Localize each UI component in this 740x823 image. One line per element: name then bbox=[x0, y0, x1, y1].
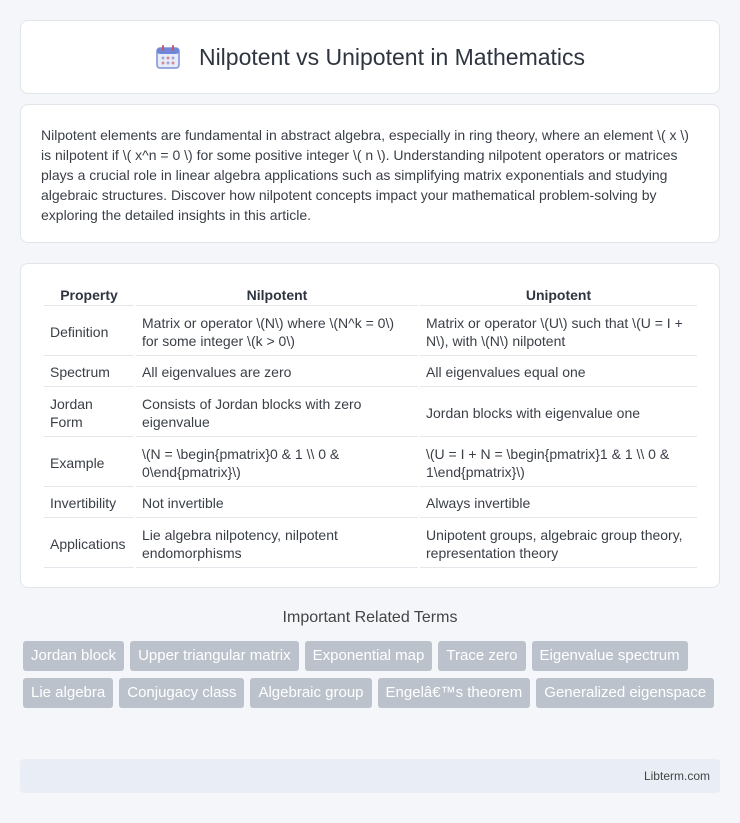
table-cell: Invertibility bbox=[44, 489, 134, 518]
related-terms-list bbox=[23, 641, 723, 708]
table-row bbox=[44, 439, 697, 487]
column-header: Unipotent bbox=[420, 284, 697, 306]
term-tag[interactable]: Upper triangular matrix bbox=[130, 641, 299, 671]
calendar-icon bbox=[155, 44, 181, 70]
comparison-table-card bbox=[20, 263, 720, 588]
footer-site-link[interactable]: Libterm.com bbox=[643, 769, 710, 783]
table-header-row bbox=[44, 284, 697, 306]
term-tag[interactable]: Jordan block bbox=[23, 641, 124, 671]
term-tag[interactable]: Trace zero bbox=[438, 641, 525, 671]
table-row bbox=[44, 520, 697, 568]
term-tag[interactable]: Algebraic group bbox=[250, 678, 371, 708]
table-cell: Matrix or operator \(U\) such that \(U = I + N\), with \(N\) nilpotent bbox=[420, 308, 697, 356]
term-tag[interactable]: Conjugacy class bbox=[119, 678, 244, 708]
table-cell: Always invertible bbox=[420, 489, 697, 518]
table-cell: All eigenvalues are zero bbox=[136, 358, 418, 387]
term-tag[interactable]: Engelâ€™s theorem bbox=[378, 678, 531, 708]
table-cell: Jordan Form bbox=[44, 389, 134, 437]
table-cell: Lie algebra nilpotency, nilpotent endomorphisms bbox=[136, 520, 418, 568]
intro-card bbox=[20, 104, 720, 243]
table-row bbox=[44, 489, 697, 518]
table-cell: Definition bbox=[44, 308, 134, 356]
table-cell: Jordan blocks with eigenvalue one bbox=[420, 389, 697, 437]
table-cell: Applications bbox=[44, 520, 134, 568]
table-cell: Not invertible bbox=[136, 489, 418, 518]
table-cell: All eigenvalues equal one bbox=[420, 358, 697, 387]
table-row bbox=[44, 358, 697, 387]
table-cell: \(N = \begin{pmatrix}0 & 1 \\ 0 & 0\end{pmatrix}\) bbox=[136, 439, 418, 487]
table-row bbox=[44, 308, 697, 356]
column-header: Nilpotent bbox=[136, 284, 418, 306]
page-title: Nilpotent vs Unipotent in Mathematics bbox=[198, 43, 586, 70]
table-row bbox=[44, 389, 697, 437]
intro-text: Nilpotent elements are fundamental in abstract algebra, especially in ring theory, where an element \( x \) is nilpotent if \( x^n = 0 \) for some positive integer \( n \). Understanding nilpotent operators or matrices plays a crucial role in linear algebra applications such as simplifying matrix exponentials and studying algebraic structures. Discover how nilpotent concepts impact your mathematical problem-solving by exploring the detailed insights in this article. bbox=[41, 127, 689, 223]
term-tag[interactable]: Lie algebra bbox=[23, 678, 113, 708]
comparison-table bbox=[42, 282, 699, 570]
table-cell: Unipotent groups, algebraic group theory, representation theory bbox=[420, 520, 697, 568]
term-tag[interactable]: Eigenvalue spectrum bbox=[532, 641, 688, 671]
table-cell: \(U = I + N = \begin{pmatrix}1 & 1 \\ 0 & 1\end{pmatrix}\) bbox=[420, 439, 697, 487]
table-cell: Example bbox=[44, 439, 134, 487]
related-terms-title: Important Related Terms bbox=[282, 609, 458, 626]
footer bbox=[20, 759, 720, 793]
term-tag[interactable]: Exponential map bbox=[305, 641, 433, 671]
term-tag[interactable]: Generalized eigenspace bbox=[536, 678, 714, 708]
table-cell: Matrix or operator \(N\) where \(N^k = 0\) for some integer \(k > 0\) bbox=[136, 308, 418, 356]
table-cell: Consists of Jordan blocks with zero eigenvalue bbox=[136, 389, 418, 437]
table-cell: Spectrum bbox=[44, 358, 134, 387]
header-card bbox=[20, 20, 720, 94]
column-header: Property bbox=[44, 284, 134, 306]
